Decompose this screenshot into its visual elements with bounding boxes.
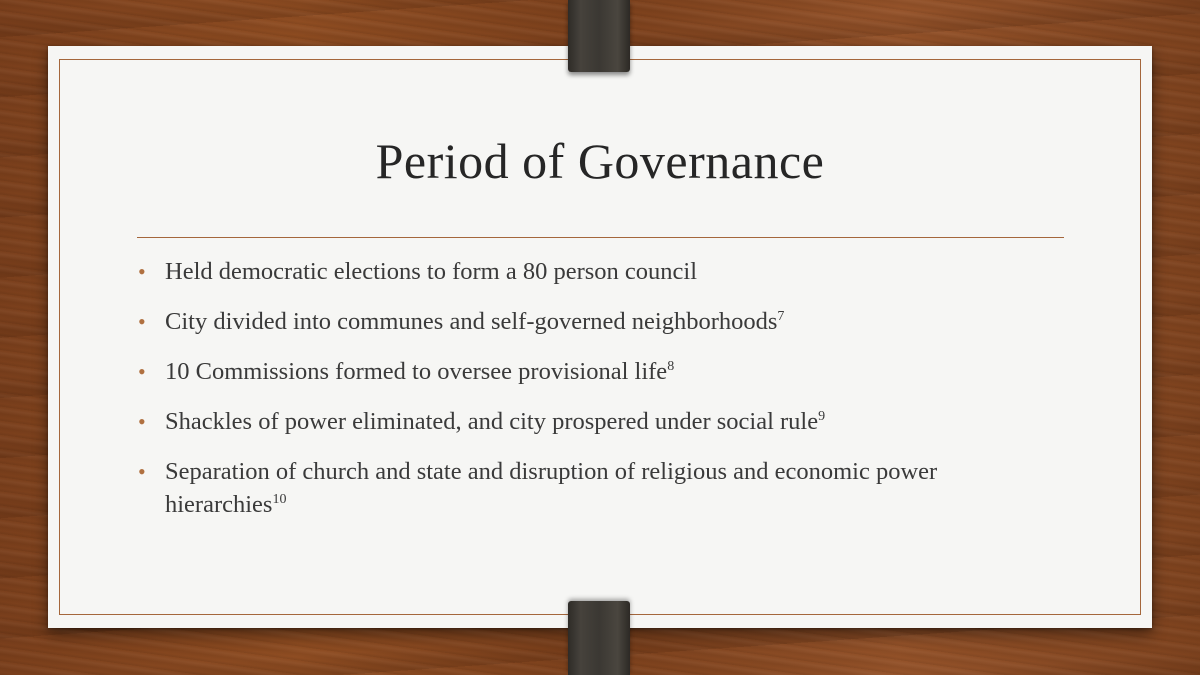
bullet-item xyxy=(138,355,1038,388)
bullet-item xyxy=(138,405,1038,438)
bullet-item xyxy=(138,455,1038,521)
bullet-list xyxy=(138,255,1038,538)
bullet-text: City divided into communes and self-governed neighborhoods xyxy=(165,308,778,335)
footnote-ref: 9 xyxy=(818,408,826,424)
bullet-item xyxy=(138,255,1038,288)
bullet-text: Held democratic elections to form a 80 person council xyxy=(165,258,698,285)
bullet-icon: • xyxy=(138,309,146,334)
footnote-ref: 10 xyxy=(272,491,287,507)
bullet-text: 10 Commissions formed to oversee provisional life xyxy=(165,358,668,385)
bullet-icon: • xyxy=(138,409,146,434)
bullet-text: Separation of church and state and disruption of religious and economic power hierarchies xyxy=(165,458,938,518)
slide-title: Period of Governance xyxy=(375,133,825,189)
bullet-icon: • xyxy=(138,359,146,384)
binder-clip-top xyxy=(568,0,630,72)
footnote-ref: 8 xyxy=(667,358,675,374)
bullet-text: Shackles of power eliminated, and city prospered under social rule xyxy=(165,408,819,435)
title-divider xyxy=(137,237,1064,238)
bullet-icon: • xyxy=(138,459,146,484)
footnote-ref: 7 xyxy=(777,308,785,324)
bullet-item xyxy=(138,305,1038,338)
binder-clip-bottom xyxy=(568,601,630,675)
bullet-icon: • xyxy=(138,259,146,284)
